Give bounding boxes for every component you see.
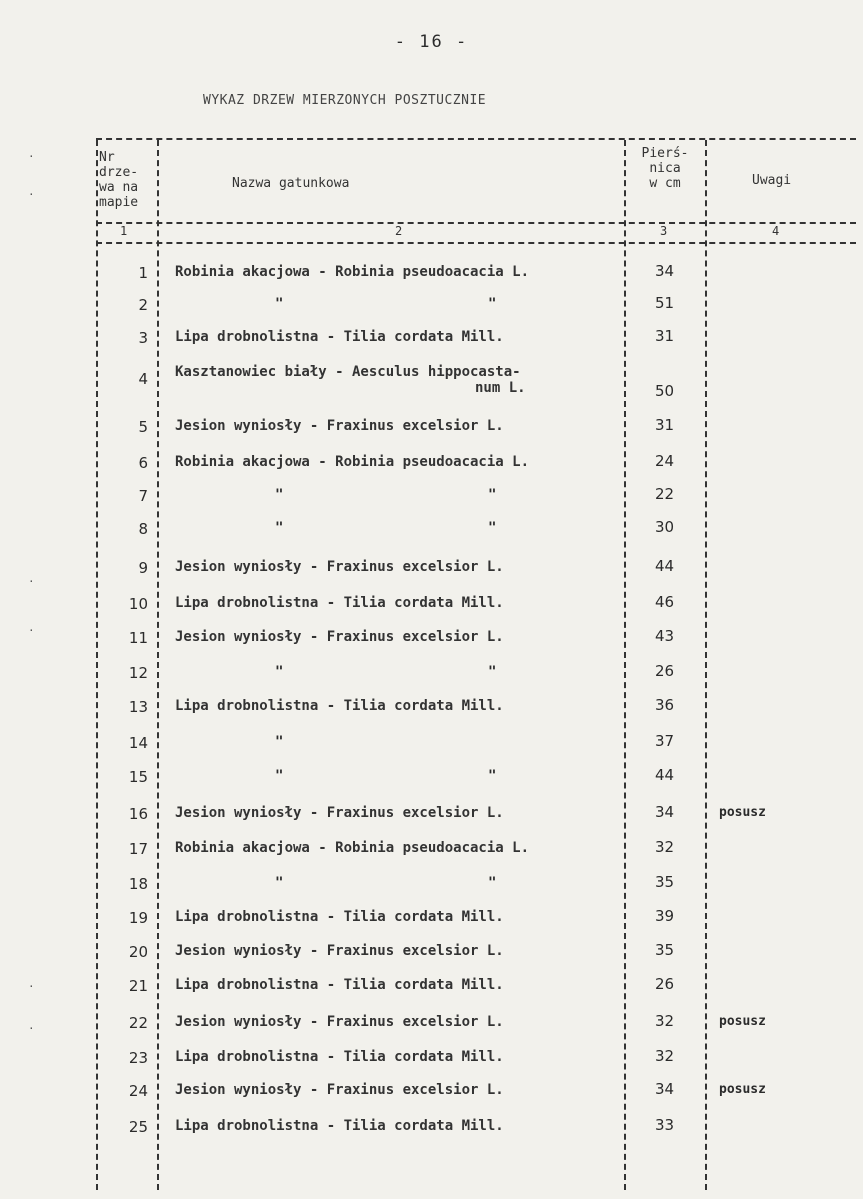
ditto-mark: "	[275, 875, 284, 891]
girth-value: 31	[655, 416, 675, 434]
tree-number: 18	[128, 875, 148, 893]
column-number-border	[96, 242, 856, 244]
species-name-line: Lipa drobnolistna - Tilia cordata Mill.	[175, 977, 504, 993]
tree-number: 25	[128, 1118, 148, 1136]
table-row	[0, 903, 863, 937]
ditto-mark: "	[275, 520, 284, 536]
species-name	[175, 559, 504, 575]
species-name-line: Lipa drobnolistna - Tilia cordata Mill.	[175, 1118, 504, 1134]
table-top-border	[96, 138, 856, 140]
header-nr-line: wa na	[99, 180, 139, 195]
tree-number: 16	[128, 805, 148, 823]
species-name	[175, 943, 504, 959]
header-nr-line: drze-	[99, 165, 139, 180]
table-row	[0, 937, 863, 971]
header-name: Nazwa gatunkowa	[232, 176, 350, 191]
margin-mark: ·	[28, 150, 35, 163]
species-name-line: Jesion wyniosły - Fraxinus excelsior L.	[175, 418, 504, 434]
margin-mark: ·	[28, 575, 35, 588]
tree-number: 6	[138, 454, 148, 472]
species-name-continuation: num L.	[475, 380, 526, 396]
margin-mark: ·	[28, 980, 35, 993]
species-name-line: Jesion wyniosły - Fraxinus excelsior L.	[175, 559, 504, 575]
species-name	[175, 329, 504, 345]
column-number-2: 2	[395, 224, 403, 238]
table-row	[0, 1112, 863, 1146]
table-row	[0, 290, 863, 324]
species-name	[175, 805, 504, 821]
tree-number: 9	[138, 559, 148, 577]
girth-value: 44	[655, 557, 675, 575]
table-row	[0, 658, 863, 692]
ditto-mark: "	[488, 664, 497, 680]
margin-mark: ·	[28, 188, 35, 201]
page-number: - 16 -	[394, 32, 469, 52]
tree-number: 24	[128, 1082, 148, 1100]
species-name	[175, 1049, 504, 1065]
girth-value: 46	[655, 593, 675, 611]
girth-value: 32	[655, 1047, 675, 1065]
tree-number: 10	[128, 595, 148, 613]
ditto-mark: "	[275, 734, 284, 750]
ditto-mark: "	[275, 664, 284, 680]
table-row	[0, 323, 863, 357]
table-row	[0, 448, 863, 482]
table-row	[0, 799, 863, 833]
species-name-line: Lipa drobnolistna - Tilia cordata Mill.	[175, 698, 504, 714]
species-name-line: Lipa drobnolistna - Tilia cordata Mill.	[175, 909, 504, 925]
note-text: posusz	[719, 805, 766, 820]
ditto-mark: "	[488, 487, 497, 503]
tree-number: 20	[128, 943, 148, 961]
ditto-mark: "	[275, 487, 284, 503]
girth-value: 43	[655, 627, 675, 645]
table-row	[0, 412, 863, 446]
girth-value: 35	[655, 941, 675, 959]
species-name-line: Jesion wyniosły - Fraxinus excelsior L.	[175, 629, 504, 645]
table-row	[0, 553, 863, 587]
girth-value: 37	[655, 732, 675, 750]
header-girth-line: w cm	[649, 176, 681, 191]
tree-number: 21	[128, 977, 148, 995]
species-name	[175, 1082, 504, 1098]
girth-value: 51	[655, 294, 675, 312]
column-number-4: 4	[772, 224, 780, 238]
table-row	[0, 514, 863, 548]
girth-value: 34	[655, 262, 675, 280]
ditto-mark: "	[275, 296, 284, 312]
tree-number: 11	[128, 629, 148, 647]
note-text: posusz	[719, 1082, 766, 1097]
species-name-line: Robinia akacjowa - Robinia pseudoacacia L.	[175, 264, 530, 280]
girth-value: 32	[655, 838, 675, 856]
header-nr-line: Nr	[99, 150, 115, 165]
species-name	[175, 364, 526, 396]
ditto-mark: "	[488, 296, 497, 312]
header-nr-line: mapie	[99, 195, 139, 210]
species-name	[175, 1118, 504, 1134]
species-name	[175, 909, 504, 925]
girth-value: 33	[655, 1116, 675, 1134]
table-row	[0, 728, 863, 762]
girth-value: 34	[655, 1080, 675, 1098]
tree-number: 23	[128, 1049, 148, 1067]
species-name	[175, 629, 504, 645]
table-row	[0, 1008, 863, 1042]
girth-value: 22	[655, 485, 675, 503]
column-number-3: 3	[660, 224, 668, 238]
species-name	[175, 698, 504, 714]
table-row	[0, 589, 863, 623]
ditto-mark: "	[488, 520, 497, 536]
girth-value: 39	[655, 907, 675, 925]
species-name-line: Jesion wyniosły - Fraxinus excelsior L.	[175, 943, 504, 959]
tree-number: 15	[128, 768, 148, 786]
species-name-line: Kasztanowiec biały - Aesculus hippocasta-	[175, 364, 521, 380]
species-name	[175, 1014, 504, 1030]
girth-value: 50	[655, 382, 675, 400]
tree-number: 7	[138, 487, 148, 505]
document-title: WYKAZ DRZEW MIERZONYCH POSZTUCZNIE	[203, 93, 487, 108]
ditto-mark: "	[488, 875, 497, 891]
species-name	[175, 418, 504, 434]
girth-value: 35	[655, 873, 675, 891]
species-name-line: Robinia akacjowa - Robinia pseudoacacia L.	[175, 454, 530, 470]
table-row	[0, 834, 863, 868]
header-nr	[99, 150, 138, 210]
table-row	[0, 364, 863, 398]
table-row	[0, 869, 863, 903]
table-row	[0, 692, 863, 726]
header-bottom-border	[96, 222, 856, 224]
species-name-line: Robinia akacjowa - Robinia pseudoacacia L.	[175, 840, 530, 856]
tree-number: 8	[138, 520, 148, 538]
species-name	[175, 840, 529, 856]
table-row	[0, 1076, 863, 1110]
column-number-1: 1	[120, 224, 128, 238]
tree-number: 1	[138, 264, 148, 282]
girth-value: 31	[655, 327, 675, 345]
girth-value: 30	[655, 518, 675, 536]
table-row	[0, 971, 863, 1005]
tree-number: 14	[128, 734, 148, 752]
species-name-line: Lipa drobnolistna - Tilia cordata Mill.	[175, 595, 504, 611]
table-row	[0, 762, 863, 796]
girth-value: 24	[655, 452, 675, 470]
header-girth-line: Pierś-	[641, 146, 689, 161]
species-name-line: Jesion wyniosły - Fraxinus excelsior L.	[175, 1082, 504, 1098]
girth-value: 26	[655, 662, 675, 680]
girth-value: 32	[655, 1012, 675, 1030]
tree-number: 19	[128, 909, 148, 927]
species-name-line: Jesion wyniosły - Fraxinus excelsior L.	[175, 1014, 504, 1030]
table-row	[0, 258, 863, 292]
tree-number: 5	[138, 418, 148, 436]
girth-value: 26	[655, 975, 675, 993]
species-name-line: Jesion wyniosły - Fraxinus excelsior L.	[175, 805, 504, 821]
species-name	[175, 977, 504, 993]
tree-number: 17	[128, 840, 148, 858]
species-name	[175, 595, 504, 611]
margin-mark: ·	[28, 624, 35, 637]
header-notes: Uwagi	[752, 173, 792, 188]
girth-value: 36	[655, 696, 675, 714]
girth-value: 44	[655, 766, 675, 784]
ditto-mark: "	[275, 768, 284, 784]
ditto-mark: "	[488, 768, 497, 784]
tree-number: 12	[128, 664, 148, 682]
table-row	[0, 481, 863, 515]
species-name	[175, 264, 529, 280]
table-row	[0, 1043, 863, 1077]
header-girth	[635, 146, 695, 191]
species-name-line: Lipa drobnolistna - Tilia cordata Mill.	[175, 329, 504, 345]
note-text: posusz	[719, 1014, 766, 1029]
tree-number: 4	[138, 370, 148, 388]
header-girth-line: nica	[649, 161, 681, 176]
tree-number: 3	[138, 329, 148, 347]
species-name-line: Lipa drobnolistna - Tilia cordata Mill.	[175, 1049, 504, 1065]
tree-number: 22	[128, 1014, 148, 1032]
tree-number: 2	[138, 296, 148, 314]
tree-number: 13	[128, 698, 148, 716]
species-name	[175, 454, 529, 470]
margin-mark: ·	[28, 1022, 35, 1035]
table-row	[0, 623, 863, 657]
girth-value: 34	[655, 803, 675, 821]
